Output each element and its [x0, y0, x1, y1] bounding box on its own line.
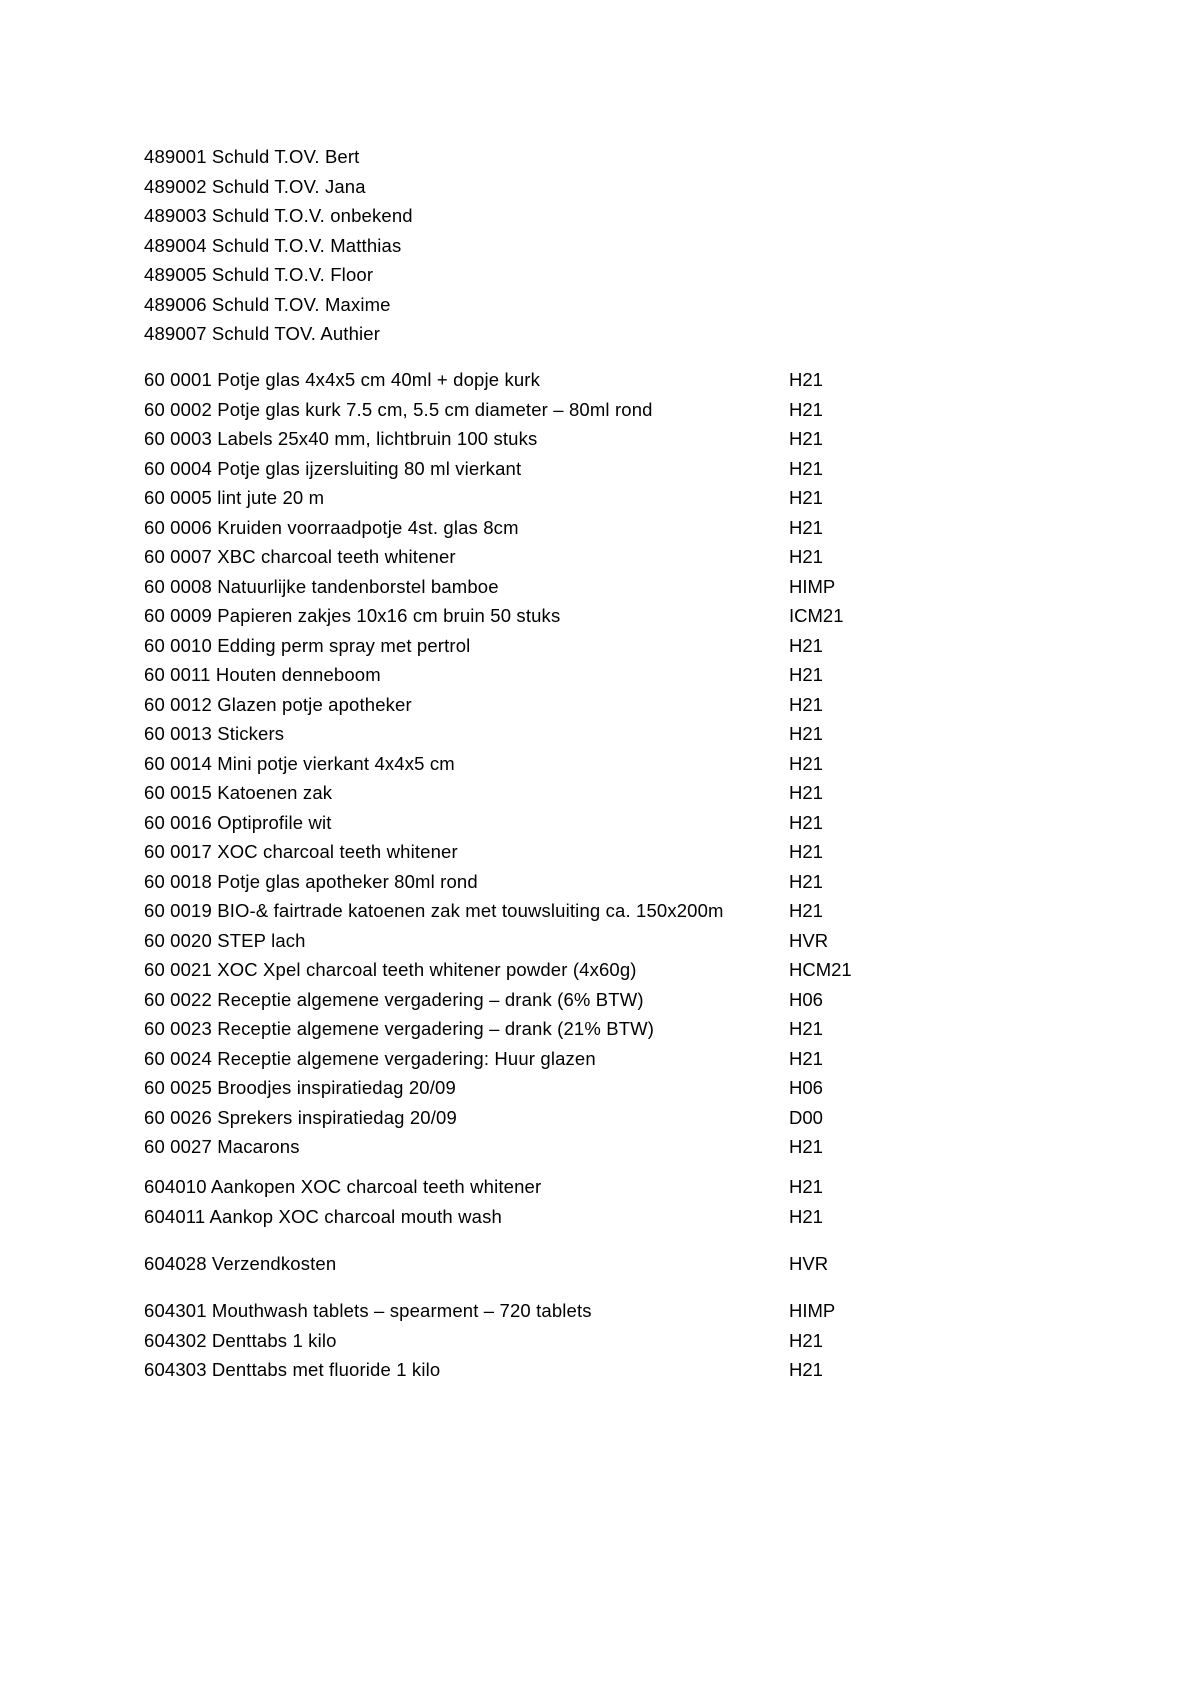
account-description: 60 0022 Receptie algemene vergadering – drank (6% BTW) [144, 988, 644, 1010]
account-description: 60 0007 XBC charcoal teeth whitener [144, 546, 456, 567]
account-description: 604011 Aankop XOC charcoal mouth wash [144, 1205, 502, 1227]
account-description: 489003 Schuld T.O.V. onbekend [144, 205, 413, 226]
vat-code: HCM21 [789, 959, 852, 980]
vat-code: HIMP [789, 1300, 836, 1321]
account-description: 60 0011 Houten denneboom [144, 664, 381, 685]
account-description: 60 0025 Broodjes inspiratiedag 20/09 [144, 1077, 456, 1098]
account-description: 489006 Schuld T.OV. Maxime [144, 293, 391, 315]
vat-code: H21 [789, 870, 823, 892]
account-description: 60 0018 Potje glas apotheker 80ml rond [144, 870, 478, 892]
vat-code: H21 [789, 900, 823, 921]
account-description: 60 0006 Kruiden voorraadpotje 4st. glas 8cm [144, 516, 519, 538]
account-description: 60 0020 STEP lach [144, 929, 306, 951]
account-description: 60 0002 Potje glas kurk 7.5 cm, 5.5 cm diameter – 80ml rond [144, 398, 653, 420]
account-description: 60 0001 Potje glas 4x4x5 cm 40ml + dopje kurk [144, 369, 540, 390]
vat-code: H21 [789, 1176, 823, 1197]
vat-code: HVR [789, 1253, 829, 1274]
vat-code: D00 [789, 1106, 823, 1128]
account-description: 60 0019 BIO-& fairtrade katoenen zak met touwsluiting ca. 150x200m [144, 900, 724, 921]
vat-code: H21 [789, 1018, 823, 1039]
vat-code: H21 [789, 664, 823, 685]
vat-code: H21 [789, 841, 823, 862]
vat-code: H21 [789, 428, 823, 449]
account-description: 489001 Schuld T.OV. Bert [144, 146, 360, 167]
vat-code: H21 [789, 752, 823, 774]
account-description: 60 0010 Edding perm spray met pertrol [144, 634, 471, 656]
account-description: 60 0026 Sprekers inspiratiedag 20/09 [144, 1106, 457, 1128]
vat-code: H21 [789, 369, 823, 390]
account-description: 489005 Schuld T.O.V. Floor [144, 264, 374, 285]
account-description: 60 0024 Receptie algemene vergadering: Huur glazen [144, 1047, 596, 1069]
account-description: 60 0015 Katoenen zak [144, 782, 333, 803]
account-description: 60 0013 Stickers [144, 723, 285, 744]
account-description: 60 0008 Natuurlijke tandenborstel bamboe [144, 575, 499, 597]
account-description: 604301 Mouthwash tablets – spearment – 720 tablets [144, 1300, 592, 1321]
vat-code: H21 [789, 457, 823, 479]
account-description: 60 0023 Receptie algemene vergadering – drank (21% BTW) [144, 1018, 655, 1039]
account-description: 60 0014 Mini potje vierkant 4x4x5 cm [144, 752, 455, 774]
account-description: 60 0004 Potje glas ijzersluiting 80 ml vierkant [144, 457, 522, 479]
vat-code: H21 [789, 1329, 823, 1351]
vat-code: HVR [789, 929, 829, 951]
account-description: 604303 Denttabs met fluoride 1 kilo [144, 1359, 441, 1380]
vat-code: HIMP [789, 575, 836, 597]
account-description: 60 0003 Labels 25x40 mm, lichtbruin 100 stuks [144, 428, 538, 449]
vat-code: H21 [789, 398, 823, 420]
vat-code: H21 [789, 546, 823, 567]
account-description: 489004 Schuld T.O.V. Matthias [144, 234, 402, 256]
vat-code: ICM21 [789, 605, 844, 626]
account-description: 604028 Verzendkosten [144, 1253, 337, 1274]
vat-code: H21 [789, 1047, 823, 1069]
account-description: 60 0009 Papieren zakjes 10x16 cm bruin 50 stuks [144, 605, 561, 626]
vat-code: H21 [789, 1205, 823, 1227]
account-description: 60 0027 Macarons [144, 1136, 300, 1157]
vat-code: H21 [789, 1359, 823, 1380]
vat-code: H06 [789, 1077, 823, 1098]
account-description: 60 0017 XOC charcoal teeth whitener [144, 841, 458, 862]
account-description: 60 0021 XOC Xpel charcoal teeth whitener powder (4x60g) [144, 959, 637, 980]
vat-code: H21 [789, 487, 823, 508]
vat-code: H21 [789, 1136, 823, 1157]
vat-code: H21 [789, 634, 823, 656]
account-description: 489002 Schuld T.OV. Jana [144, 175, 366, 197]
account-description: 60 0005 lint jute 20 m [144, 487, 325, 508]
vat-code: H21 [789, 782, 823, 803]
vat-code: H21 [789, 693, 823, 715]
vat-code: H06 [789, 988, 823, 1010]
vat-code: H21 [789, 811, 823, 833]
account-description: 604010 Aankopen XOC charcoal teeth whitener [144, 1176, 542, 1197]
account-description: 489007 Schuld TOV. Authier [144, 323, 381, 344]
account-description: 60 0016 Optiprofile wit [144, 811, 332, 833]
vat-code: H21 [789, 516, 823, 538]
vat-code: H21 [789, 723, 823, 744]
account-description: 60 0012 Glazen potje apotheker [144, 693, 412, 715]
account-description: 604302 Denttabs 1 kilo [144, 1329, 337, 1351]
